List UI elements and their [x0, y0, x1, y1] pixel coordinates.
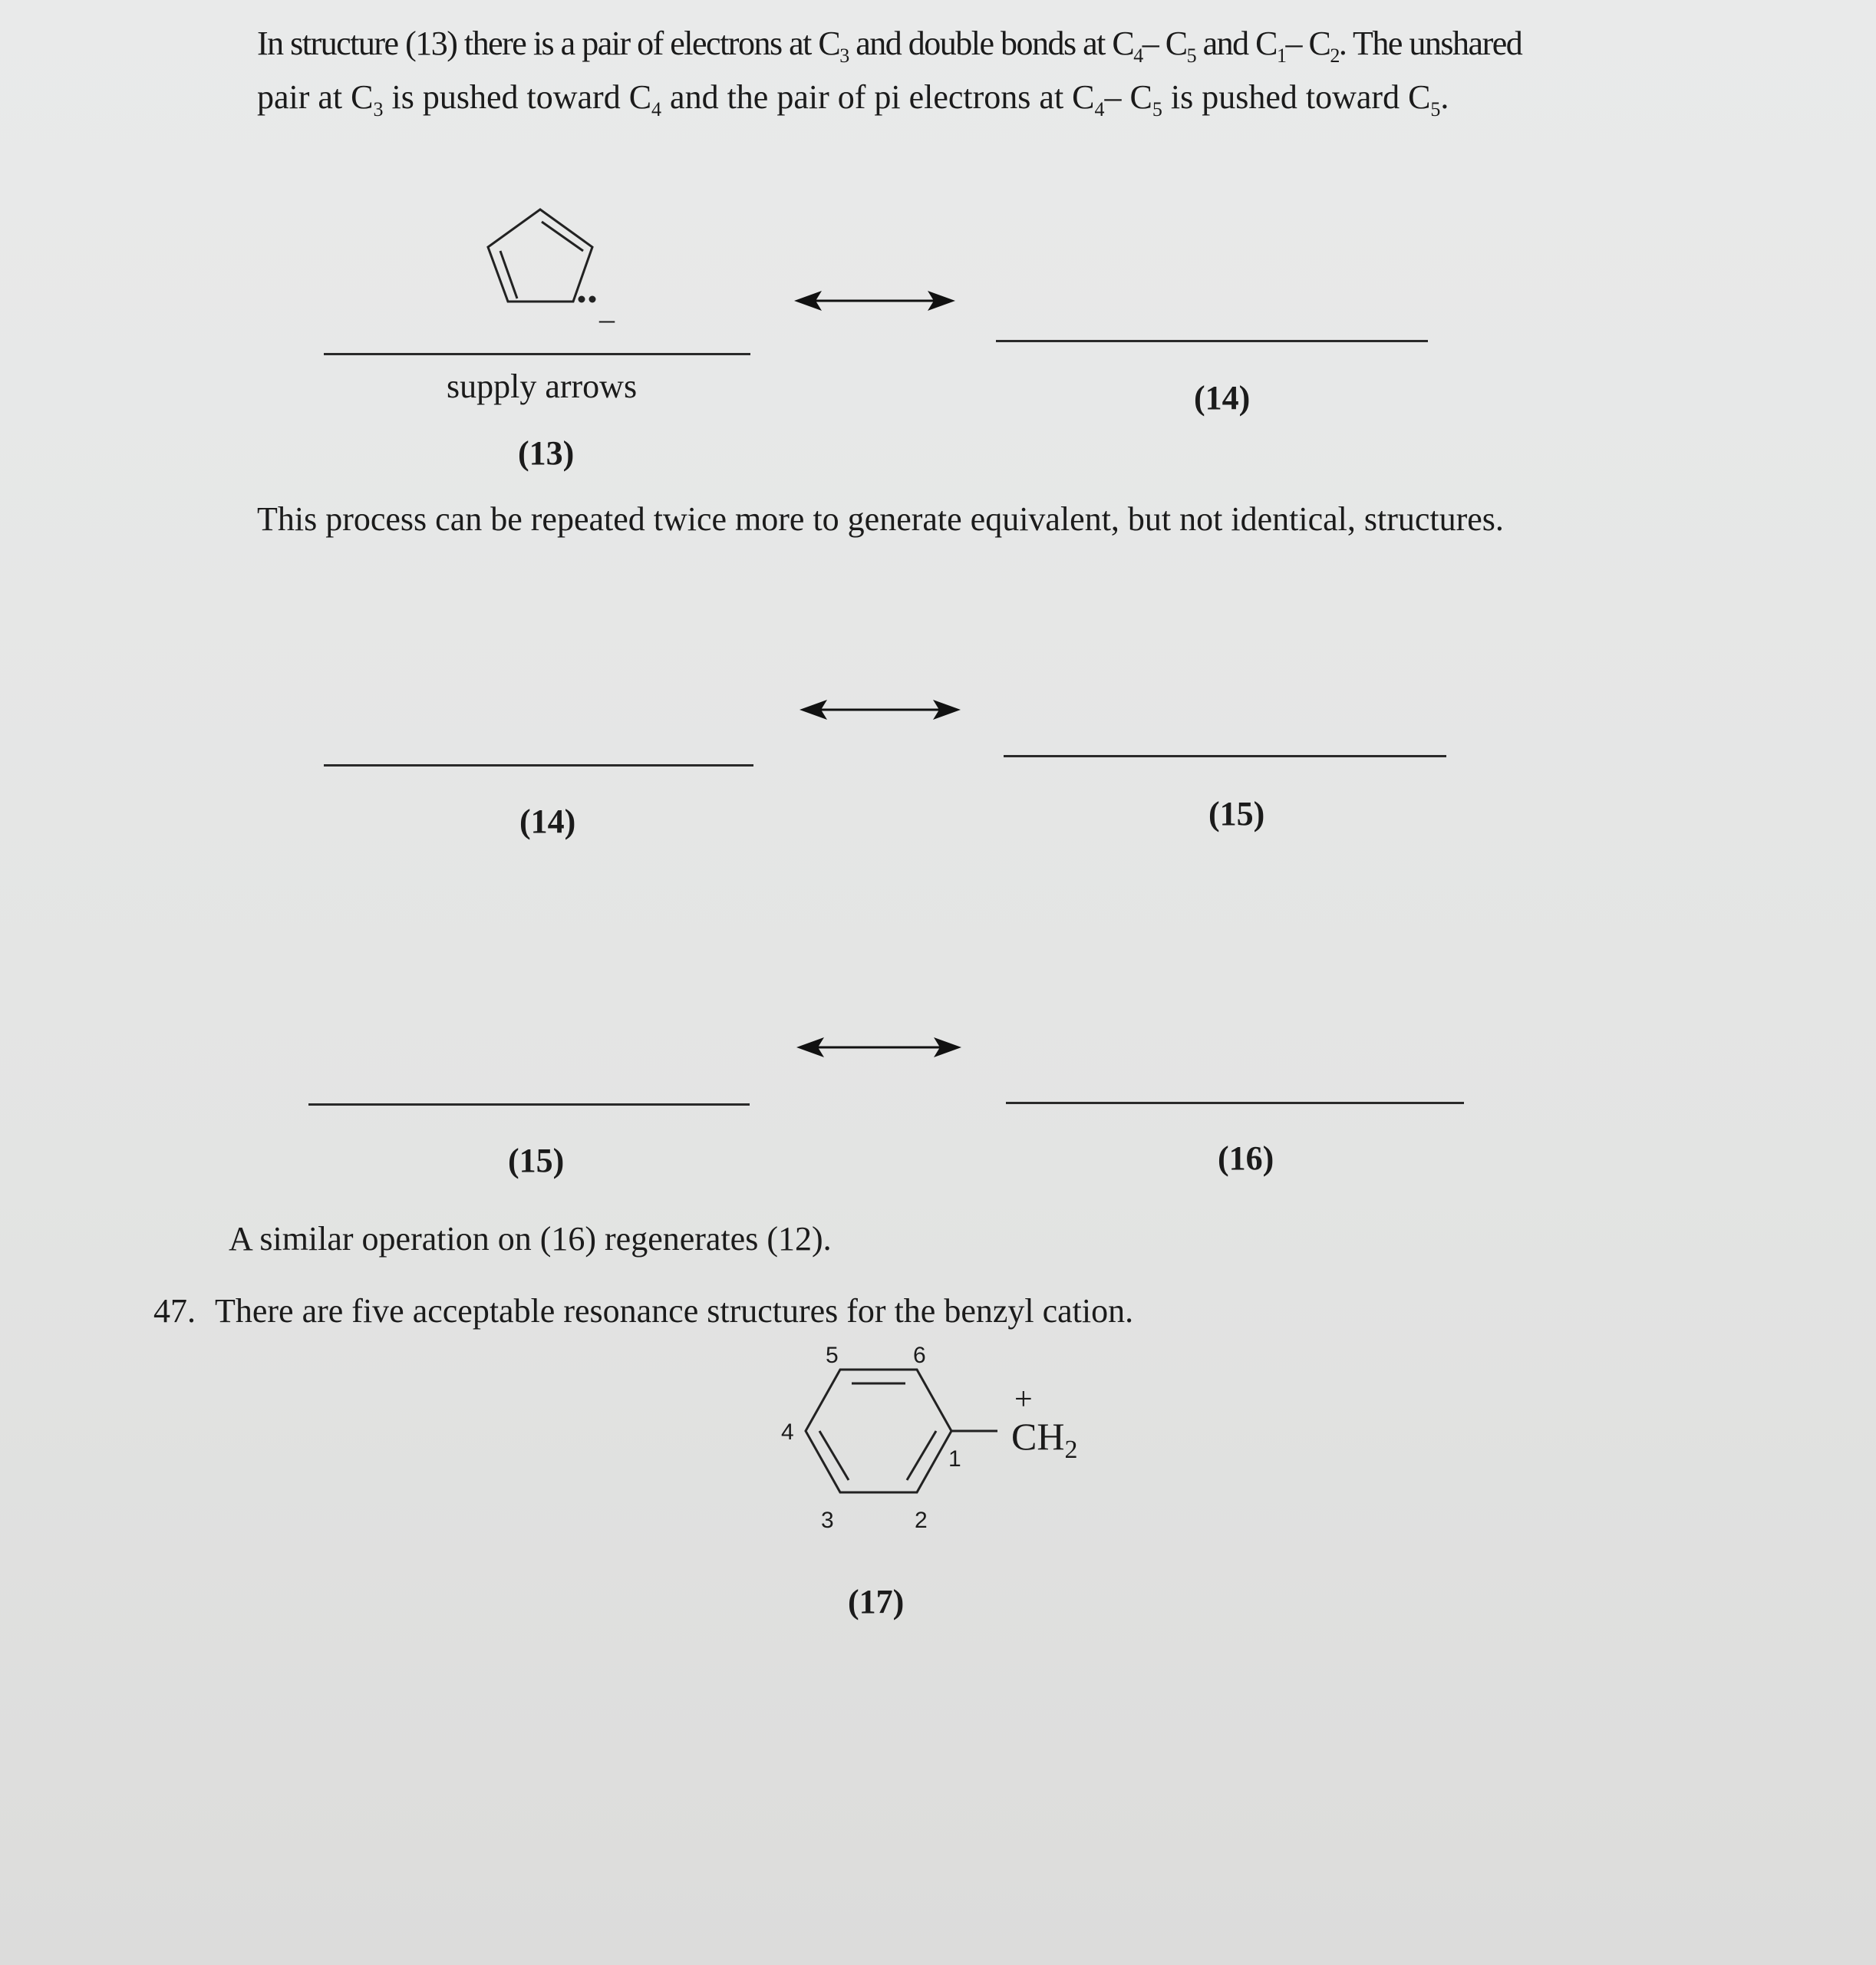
answer-blank-13[interactable] [324, 353, 750, 355]
structure-label-17: (17) [848, 1583, 905, 1620]
structure-label-13: (13) [518, 434, 575, 472]
intro-line-2: pair at $C_3$ is pushed toward $C_4$ and the pair of pi electrons at $C_4-$ $C_5$ is pushed toward $C_5$. [257, 78, 1449, 120]
benzyl-number-2: 2 [915, 1508, 928, 1533]
answer-blank-16[interactable] [1006, 1102, 1464, 1104]
supply-arrows-note: supply arrows [447, 368, 638, 405]
resonance-arrow-3 [796, 1032, 961, 1063]
ch2-group: $CH_2$ [1011, 1415, 1078, 1464]
structure-label-14: (14) [519, 803, 576, 840]
structure-label-14-top: (14) [1194, 379, 1251, 417]
structure-label-16: (16) [1218, 1139, 1274, 1177]
benzyl-number-6: 6 [913, 1343, 926, 1368]
benzyl-number-4: 4 [781, 1419, 794, 1445]
anion-charge: – [599, 302, 615, 336]
answer-blank-14[interactable] [324, 764, 753, 767]
answer-blank-14-top[interactable] [996, 340, 1428, 342]
problem-47 [153, 1284, 1133, 1338]
problem-number: 47. [153, 1292, 196, 1330]
cyclopentadienyl-anion-structure [468, 203, 621, 357]
answer-blank-15[interactable] [1004, 755, 1446, 757]
problem-text: There are five acceptable resonance structures for the benzyl cation. [215, 1292, 1134, 1330]
structure-label-15-second: (15) [508, 1142, 565, 1179]
resonance-arrow-2 [800, 694, 961, 725]
resonance-arrow-1 [794, 285, 955, 316]
benzyl-number-5: 5 [826, 1343, 839, 1368]
benzyl-number-3: 3 [821, 1508, 834, 1533]
structure-label-15: (15) [1208, 795, 1265, 832]
benzyl-number-1: 1 [948, 1446, 961, 1472]
intro-line-1: In structure (13) there is a pair of electrons at $C_3$ and double bonds at $C_4-$ $C_5$ and $C_1-$ $C_2$. The unshared [257, 25, 1522, 67]
answer-blank-15-second[interactable] [308, 1103, 750, 1106]
cation-charge: + [1014, 1382, 1033, 1417]
similar-paragraph: A similar operation on (16) regenerates (12). [229, 1220, 832, 1258]
repeat-paragraph: This process can be repeated twice more to generate equivalent, but not identical, structures. [257, 500, 1504, 538]
